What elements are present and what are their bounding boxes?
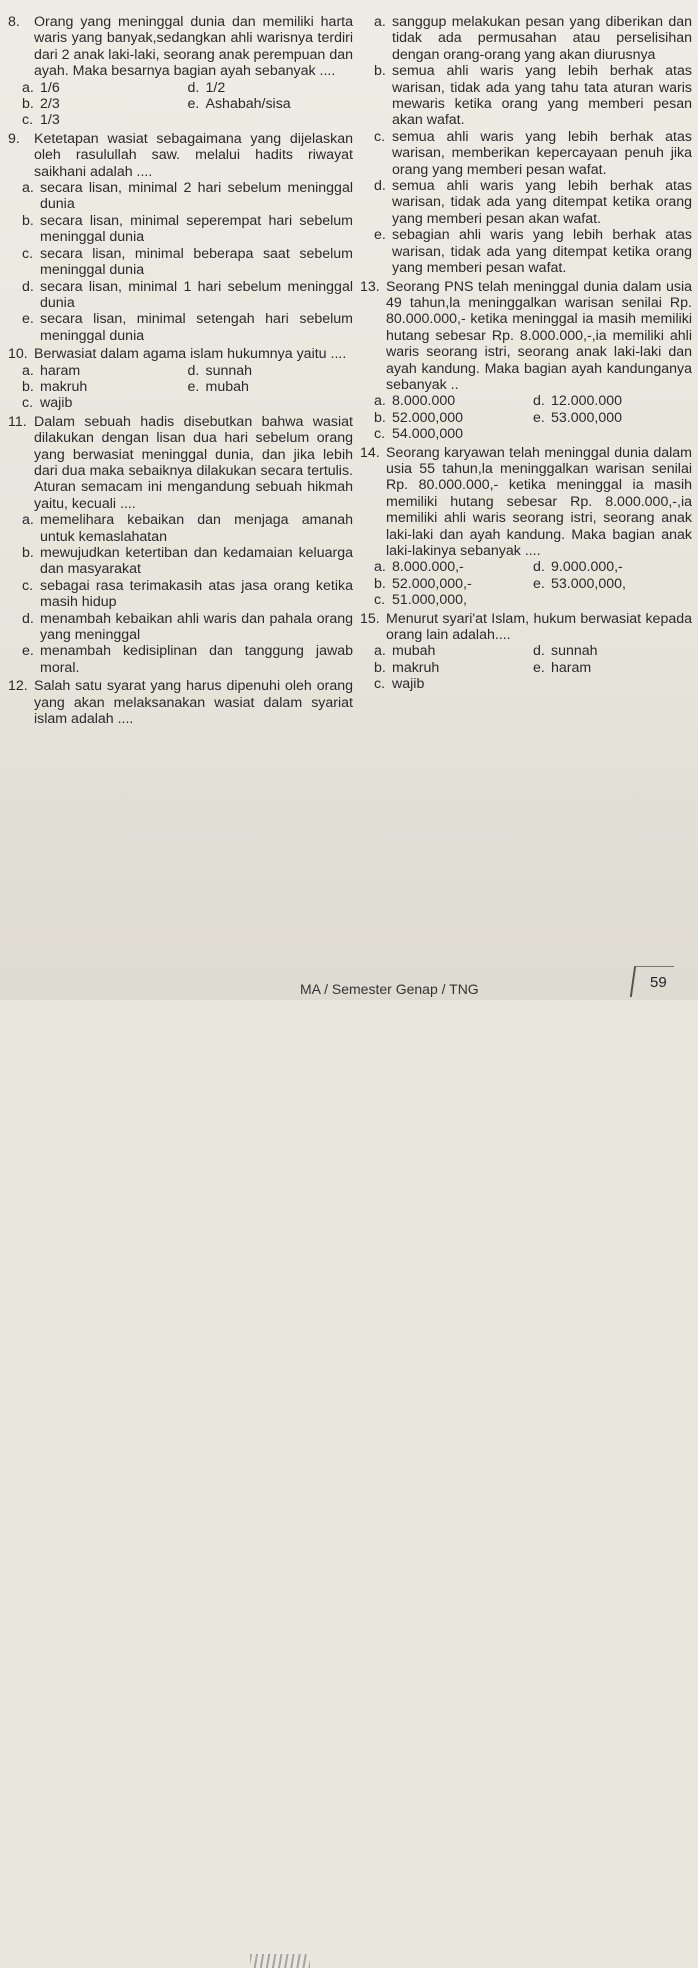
option-b[interactable]: b. 52.000,000 [374, 409, 464, 426]
footer-label: MA / Semester Genap / TNG [300, 981, 479, 997]
question-11 [8, 414, 353, 677]
question-12-options [360, 14, 692, 277]
option-d[interactable]: d. sunnah [187, 362, 253, 379]
option-a[interactable]: a. 8.000.000 [374, 393, 456, 410]
question-14 [360, 445, 692, 609]
question-10 [8, 346, 353, 412]
question-number: 14. [360, 444, 380, 461]
option-c[interactable]: c. 51.000,000, [374, 592, 467, 609]
question-text: Menurut syari'at Islam, hukum berwasiat kepada orang lain adalah.... [386, 610, 692, 644]
question-15 [360, 611, 692, 693]
option-d[interactable]: d. secara lisan, minimal 1 hari sebelum meninggal dunia [22, 278, 353, 311]
option-d[interactable]: d. menambah kebaikan ahli waris dan pahala orang yang meninggal [22, 610, 353, 644]
option-b[interactable]: b. makruh [374, 659, 440, 676]
option-e[interactable]: e. secara lisan, minimal setengah hari sebelum meninggal dunia [22, 311, 353, 344]
right-column [360, 14, 692, 695]
option-a[interactable]: a. 1/6 [22, 79, 60, 96]
question-12 [8, 678, 353, 727]
page-footer [0, 968, 698, 1000]
option-c[interactable]: c. secara lisan, minimal beberapa saat sebelum meninggal dunia [22, 245, 353, 279]
option-e[interactable]: e. sebagian ahli waris yang lebih berhak atas warisan, tidak ada yang ditempat ketika orang yang memberi pesan wafat. [374, 227, 692, 277]
option-c[interactable]: c. 54.000,000 [374, 426, 464, 443]
footer-stripes [250, 1954, 310, 1968]
question-number: 15. [360, 610, 380, 627]
question-number: 9. [8, 130, 20, 147]
option-c[interactable]: c. 1/3 [22, 112, 60, 129]
page-number: 59 [650, 974, 667, 991]
question-8 [8, 14, 353, 129]
question-text: Ketetapan wasiat sebagaimana yang dijelaskan oleh rasulullah saw. melalui hadits riwayat saikhani adalah .... [34, 130, 353, 180]
option-d[interactable]: d. 9.000.000,- [533, 559, 623, 576]
option-e[interactable]: e. Ashabah/sisa [187, 96, 291, 113]
question-text: Seorang PNS telah meninggal dunia dalam usia 49 tahun,la meninggalkan warisan senilai Rp. 80.000.000,- ketika meninggal ia masih memiliki hutang sebesar Rp. 8.000.000,-,ia memiliki ahli waris seorang istri, seorang anak laki-laki dan ayah kandung. Maka bagian ayah kandunganya sebanyak .. [386, 278, 692, 393]
question-text: Berwasiat dalam agama islam hukumnya yaitu .... [34, 346, 347, 363]
option-a[interactable]: a. secara lisan, minimal 2 hari sebelum meninggal dunia [22, 180, 353, 213]
option-c[interactable]: c. semua ahli waris yang lebih berhak atas warisan, memberikan kepercayaan penuh jika orang yang memberi pesan wafat. [374, 128, 692, 178]
option-a[interactable]: a. memelihara kebaikan dan menjaga amanah untuk kemaslahatan [22, 512, 353, 545]
option-a[interactable]: a. mubah [374, 643, 436, 660]
question-13 [360, 279, 692, 443]
left-column [8, 14, 353, 729]
option-b[interactable]: b. makruh [22, 378, 88, 395]
question-9 [8, 131, 353, 344]
question-number: 11. [8, 413, 27, 430]
option-e[interactable]: e. 53.000,000, [533, 575, 626, 592]
question-number: 10. [8, 346, 28, 363]
option-d[interactable]: d. 1/2 [187, 79, 226, 96]
option-a[interactable]: a. sanggup melakukan pesan yang diberikan dan tidak ada permusahan atau perselisihan dengan orang-orang yang akan diurusnya [374, 14, 692, 63]
option-b[interactable]: b. secara lisan, minimal seperempat hari sebelum meninggal dunia [22, 212, 353, 246]
option-c[interactable]: c. sebagai rasa terimakasih atas jasa orang ketika masih hidup [22, 577, 353, 611]
option-a[interactable]: a. haram [22, 362, 81, 379]
question-text: Dalam sebuah hadis disebutkan bahwa wasiat dilakukan dengan lisan dua hari sebelum orang yang berwasiat meninggal dunia, dan jika lebih dari dua maka sebaiknya dilakukan secara tertulis. Aturan semacam ini mengandung sebuah hikmah yaitu, kecuali .... [34, 413, 353, 512]
option-b[interactable]: b. semua ahli waris yang lebih berhak atas warisan, tidak ada yang tahu tata aturan waris mewaris ketika orang yang memberi pesan akan wafat. [374, 63, 692, 129]
option-d[interactable]: d. 12.000.000 [533, 393, 623, 410]
option-a[interactable]: a. 8.000.000,- [374, 559, 464, 576]
question-number: 8. [8, 14, 20, 30]
option-b[interactable]: b. 52.000,000,- [374, 575, 472, 592]
option-e[interactable]: e. mubah [187, 378, 249, 395]
option-b[interactable]: b. mewujudkan ketertiban dan kedamaian keluarga dan masyarakat [22, 545, 353, 578]
question-number: 13. [360, 278, 380, 295]
option-c[interactable]: c. wajib [374, 676, 425, 693]
option-b[interactable]: b. 2/3 [22, 96, 60, 113]
question-text: Salah satu syarat yang harus dipenuhi oleh orang yang akan melaksanakan wasiat dalam syariat islam adalah .... [34, 678, 353, 728]
question-text: Seorang karyawan telah meninggal dunia dalam usia 55 tahun,la meninggalkan warisan senilai Rp. 80.000.000,- ketika meninggal ia masih memiliki hutang sebesar Rp. 8.000.000,-,ia memiliki ahli waris seorang istri, seorang anak laki-laki dan ayah kandung. Maka bagian anak laki-lakinya sebanyak .... [386, 444, 692, 559]
question-number: 12. [8, 678, 28, 695]
question-text: Orang yang meninggal dunia dan memiliki harta waris yang banyak,sedangkan ahli warisnya terdiri dari 2 anak laki-laki, seorang anak perempuan dan ayah. Maka besarnya bagian ayah sebanyak .... [34, 14, 353, 80]
option-d[interactable]: d. semua ahli waris yang lebih berhak atas warisan, tidak ada yang ditempat ketika orang yang memberi pesan akan wafat. [374, 178, 692, 227]
option-e[interactable]: e. haram [533, 659, 592, 676]
option-e[interactable]: e. 53.000,000 [533, 409, 623, 426]
option-c[interactable]: c. wajib [22, 395, 73, 412]
option-e[interactable]: e. menambah kedisiplinan dan tanggung jawab moral. [22, 643, 353, 676]
option-d[interactable]: d. sunnah [533, 643, 598, 660]
